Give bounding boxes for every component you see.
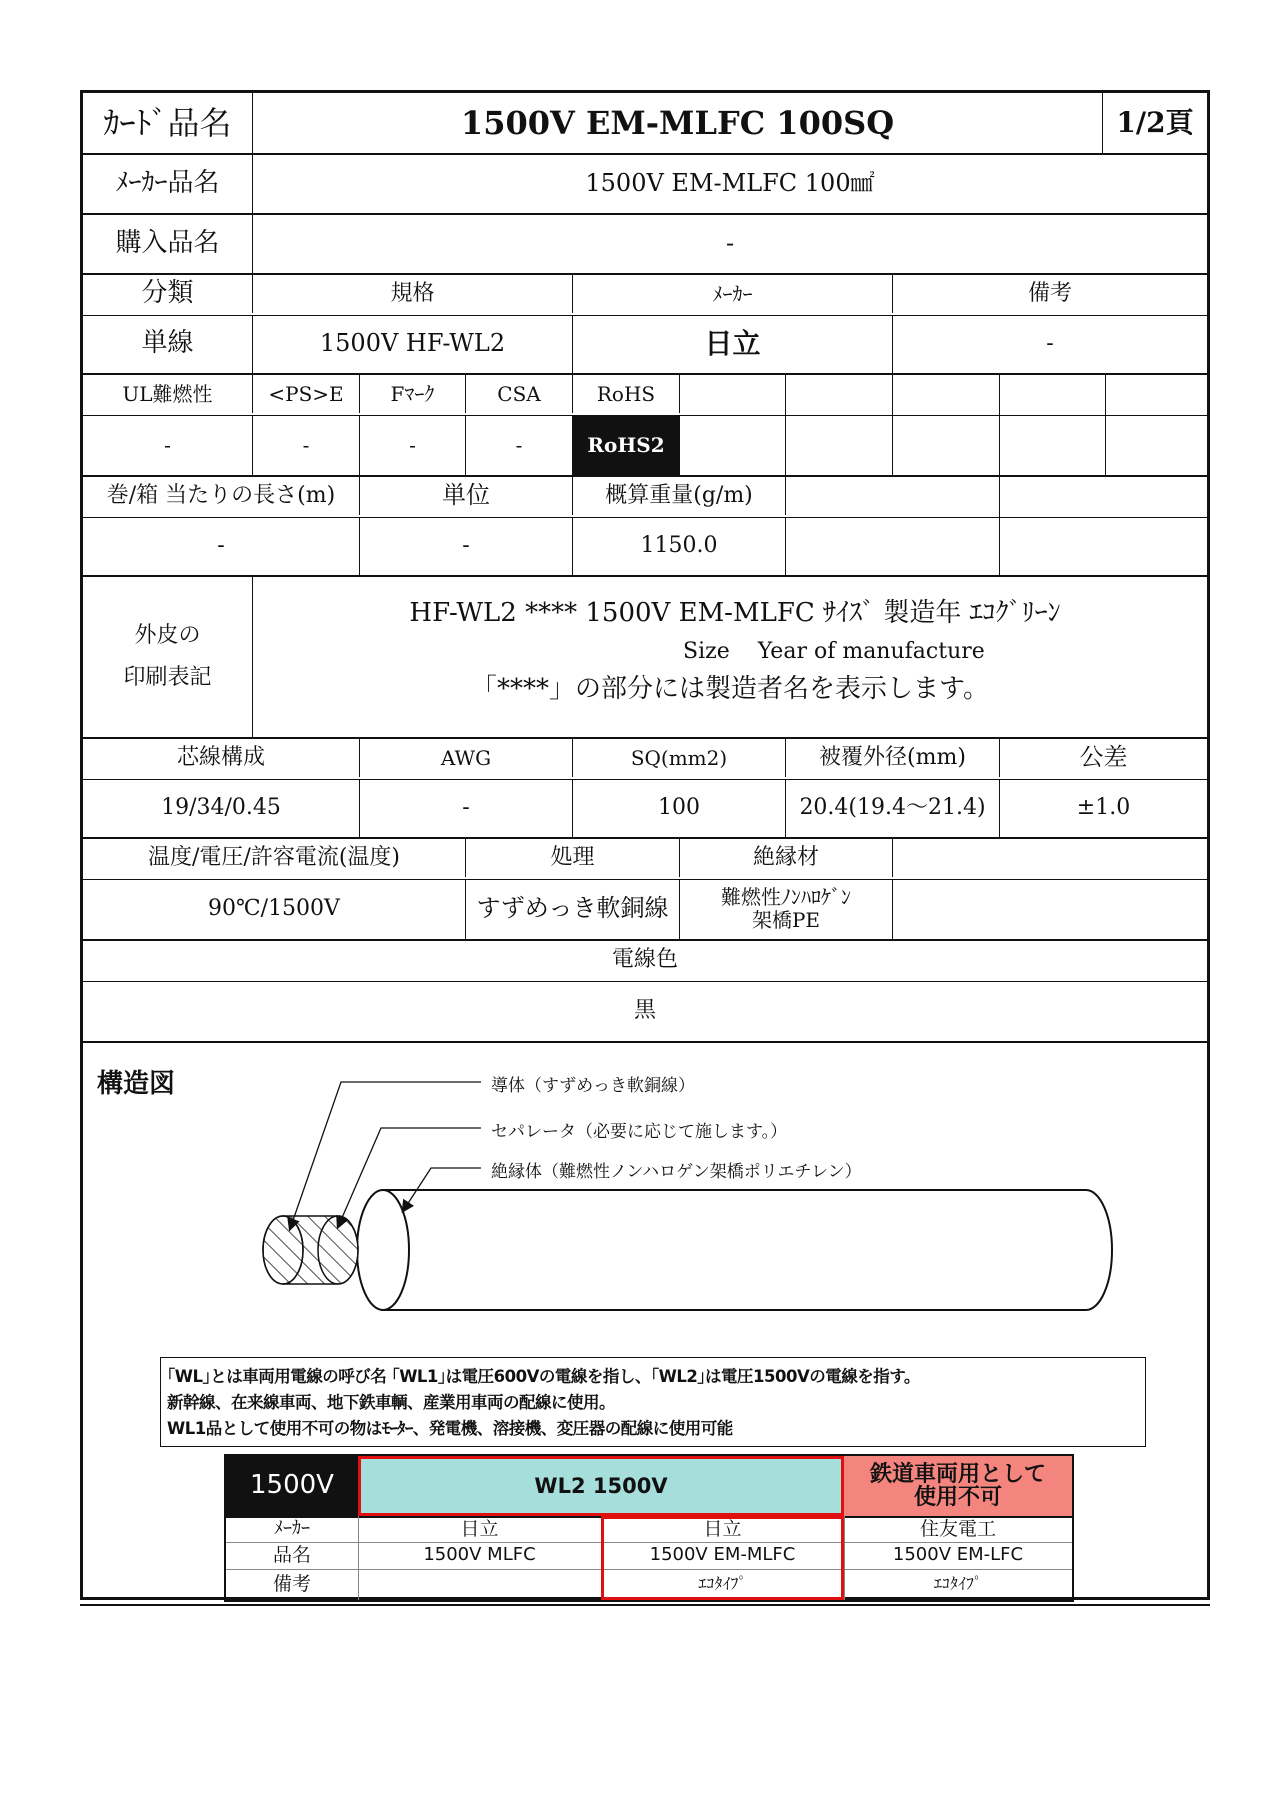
maker-value: 日立 xyxy=(573,315,893,373)
col2-remark: ｴｺﾀｲﾌﾟ xyxy=(698,1574,747,1594)
page-number: 1/2頁 xyxy=(1116,105,1194,139)
callout-insulation: 絶縁体（難燃性ノンハロゲン架橋ポリエチレン） xyxy=(491,1162,862,1182)
treatment-value: すずめっき軟銅線 xyxy=(466,879,680,939)
callout-conductor: 導体（すずめっき軟銅線） xyxy=(491,1076,695,1096)
comparison-table xyxy=(224,1454,1074,1602)
awg-label: AWG xyxy=(360,739,573,777)
print-marking-row xyxy=(83,577,1207,739)
unit-value: - xyxy=(360,517,573,575)
col3-maker: 住友電工 xyxy=(919,1517,996,1540)
row-label-name: 品名 xyxy=(272,1543,311,1566)
awg-value: - xyxy=(360,779,573,837)
col3-name: 1500V EM-LFC xyxy=(892,1544,1024,1566)
card-name: 1500V EM-MLFC 100SQ xyxy=(253,93,1103,153)
unit-label: 単位 xyxy=(360,477,573,515)
classification-value: 単線 xyxy=(83,315,253,373)
certifications-row xyxy=(83,375,1207,477)
print-line3: 「****」の部分には製造者名を表示します。 xyxy=(471,674,989,704)
ul-value: - xyxy=(83,415,253,475)
note-line1: ｢WL｣とは車両用電線の呼び名 ｢WL1｣は電圧600Vの電線を指し、｢WL2｣は電圧1500Vの電線を指す。 xyxy=(167,1367,920,1386)
classification-label: 分類 xyxy=(83,275,253,313)
maker-name-label: ﾒｰｶｰ品名 xyxy=(83,155,253,213)
print-marking xyxy=(253,577,1207,737)
standard-label: 規格 xyxy=(253,275,573,313)
length-row xyxy=(83,477,1207,577)
note-line3: WL1品として使用不可の物はﾓｰﾀｰ、発電機、溶接機、変圧器の配線に使用可能 xyxy=(167,1419,733,1438)
temperature-value: 90℃/1500V xyxy=(83,879,466,939)
not-usable-cell: 鉄道車両用として 使用不可 xyxy=(844,1456,1072,1516)
core-label: 芯線構成 xyxy=(83,739,360,777)
weight-label: 概算重量(g/m) xyxy=(573,477,786,515)
col1-name: 1500V MLFC xyxy=(423,1544,536,1566)
pse-label: <PS>E xyxy=(253,375,360,413)
row-label-remark: 備考 xyxy=(272,1572,311,1595)
col1-maker: 日立 xyxy=(460,1517,499,1540)
purchase-name-row xyxy=(83,215,1207,275)
rohs-label: RoHS xyxy=(573,375,680,413)
insulation-value: 難燃性ﾉﾝﾊﾛｹﾞﾝ 架橋PE xyxy=(680,879,893,939)
weight-value: 1150.0 xyxy=(573,517,786,575)
print-line1: HF-WL2 **** 1500V EM-MLFC ｻｲｽﾞ 製造年 ｴｺｸﾞﾘｰﾝ xyxy=(409,598,1061,628)
length-label: 巻/箱 当たりの長さ(m) xyxy=(83,477,360,515)
treatment-label: 処理 xyxy=(466,839,680,877)
col2-name: 1500V EM-MLFC xyxy=(649,1544,796,1566)
col1-remark xyxy=(358,1569,601,1600)
col2-maker: 日立 xyxy=(703,1517,742,1540)
remarks-label: 備考 xyxy=(1027,281,1072,307)
rohs-value: RoHS2 xyxy=(573,416,680,475)
print-line2: Size Year of manufacture xyxy=(683,639,985,664)
remarks-value: - xyxy=(1046,331,1054,357)
csa-label: CSA xyxy=(466,375,573,413)
tolerance-value: ±1.0 xyxy=(1076,795,1131,821)
col3-remark: ｴｺﾀｲﾌﾟ xyxy=(933,1574,982,1594)
sq-label: SQ(mm2) xyxy=(573,739,786,777)
wire-color-value: 黒 xyxy=(633,998,656,1024)
print-label: 外皮の 印刷表記 xyxy=(83,577,253,737)
temperature-label: 温度/電圧/許容電流(温度) xyxy=(83,839,466,877)
core-row xyxy=(83,739,1207,839)
structure-title: 構造図 xyxy=(97,1069,176,1099)
grade-cell: WL2 1500V xyxy=(358,1456,844,1516)
standard-value: 1500V HF-WL2 xyxy=(253,315,573,373)
card-name-label: ｶｰﾄﾞ品名 xyxy=(83,93,253,153)
tolerance-label: 公差 xyxy=(1079,743,1128,772)
note-line2: 新幹線、在来線車両、地下鉄車輌、産業用車両の配線に使用。 xyxy=(167,1393,615,1412)
card-name-row xyxy=(83,93,1207,155)
length-value: - xyxy=(83,517,360,575)
wl-note xyxy=(160,1357,1146,1447)
pse-value: - xyxy=(253,415,360,475)
maker-name-row xyxy=(83,155,1207,215)
wire-color-row xyxy=(83,941,1207,1043)
classification-row xyxy=(83,275,1207,375)
outer-diameter-label: 被覆外径(mm) xyxy=(786,739,1000,777)
f-mark-label: Fﾏｰｸ xyxy=(360,375,466,413)
core-value: 19/34/0.45 xyxy=(83,779,360,837)
outer-diameter-value: 20.4(19.4～21.4) xyxy=(786,779,1000,837)
maker-label: ﾒｰｶｰ xyxy=(573,275,893,313)
wire-color-label: 電線色 xyxy=(611,947,678,973)
row-label-maker: ﾒｰｶｰ xyxy=(274,1518,310,1540)
ul-label: UL難燃性 xyxy=(83,375,253,413)
purchase-name: - xyxy=(725,229,735,258)
f-mark-value: - xyxy=(360,415,466,475)
temperature-row xyxy=(83,839,1207,941)
csa-value: - xyxy=(466,415,573,475)
callout-separator: セパレータ（必要に応じて施します。） xyxy=(491,1122,788,1142)
voltage-cell: 1500V xyxy=(226,1456,358,1516)
insulation-label: 絶縁材 xyxy=(680,839,893,877)
maker-name: 1500V EM-MLFC 100㎟ xyxy=(585,169,875,198)
sq-value: 100 xyxy=(573,779,786,837)
purchase-name-label: 購入品名 xyxy=(83,215,253,273)
